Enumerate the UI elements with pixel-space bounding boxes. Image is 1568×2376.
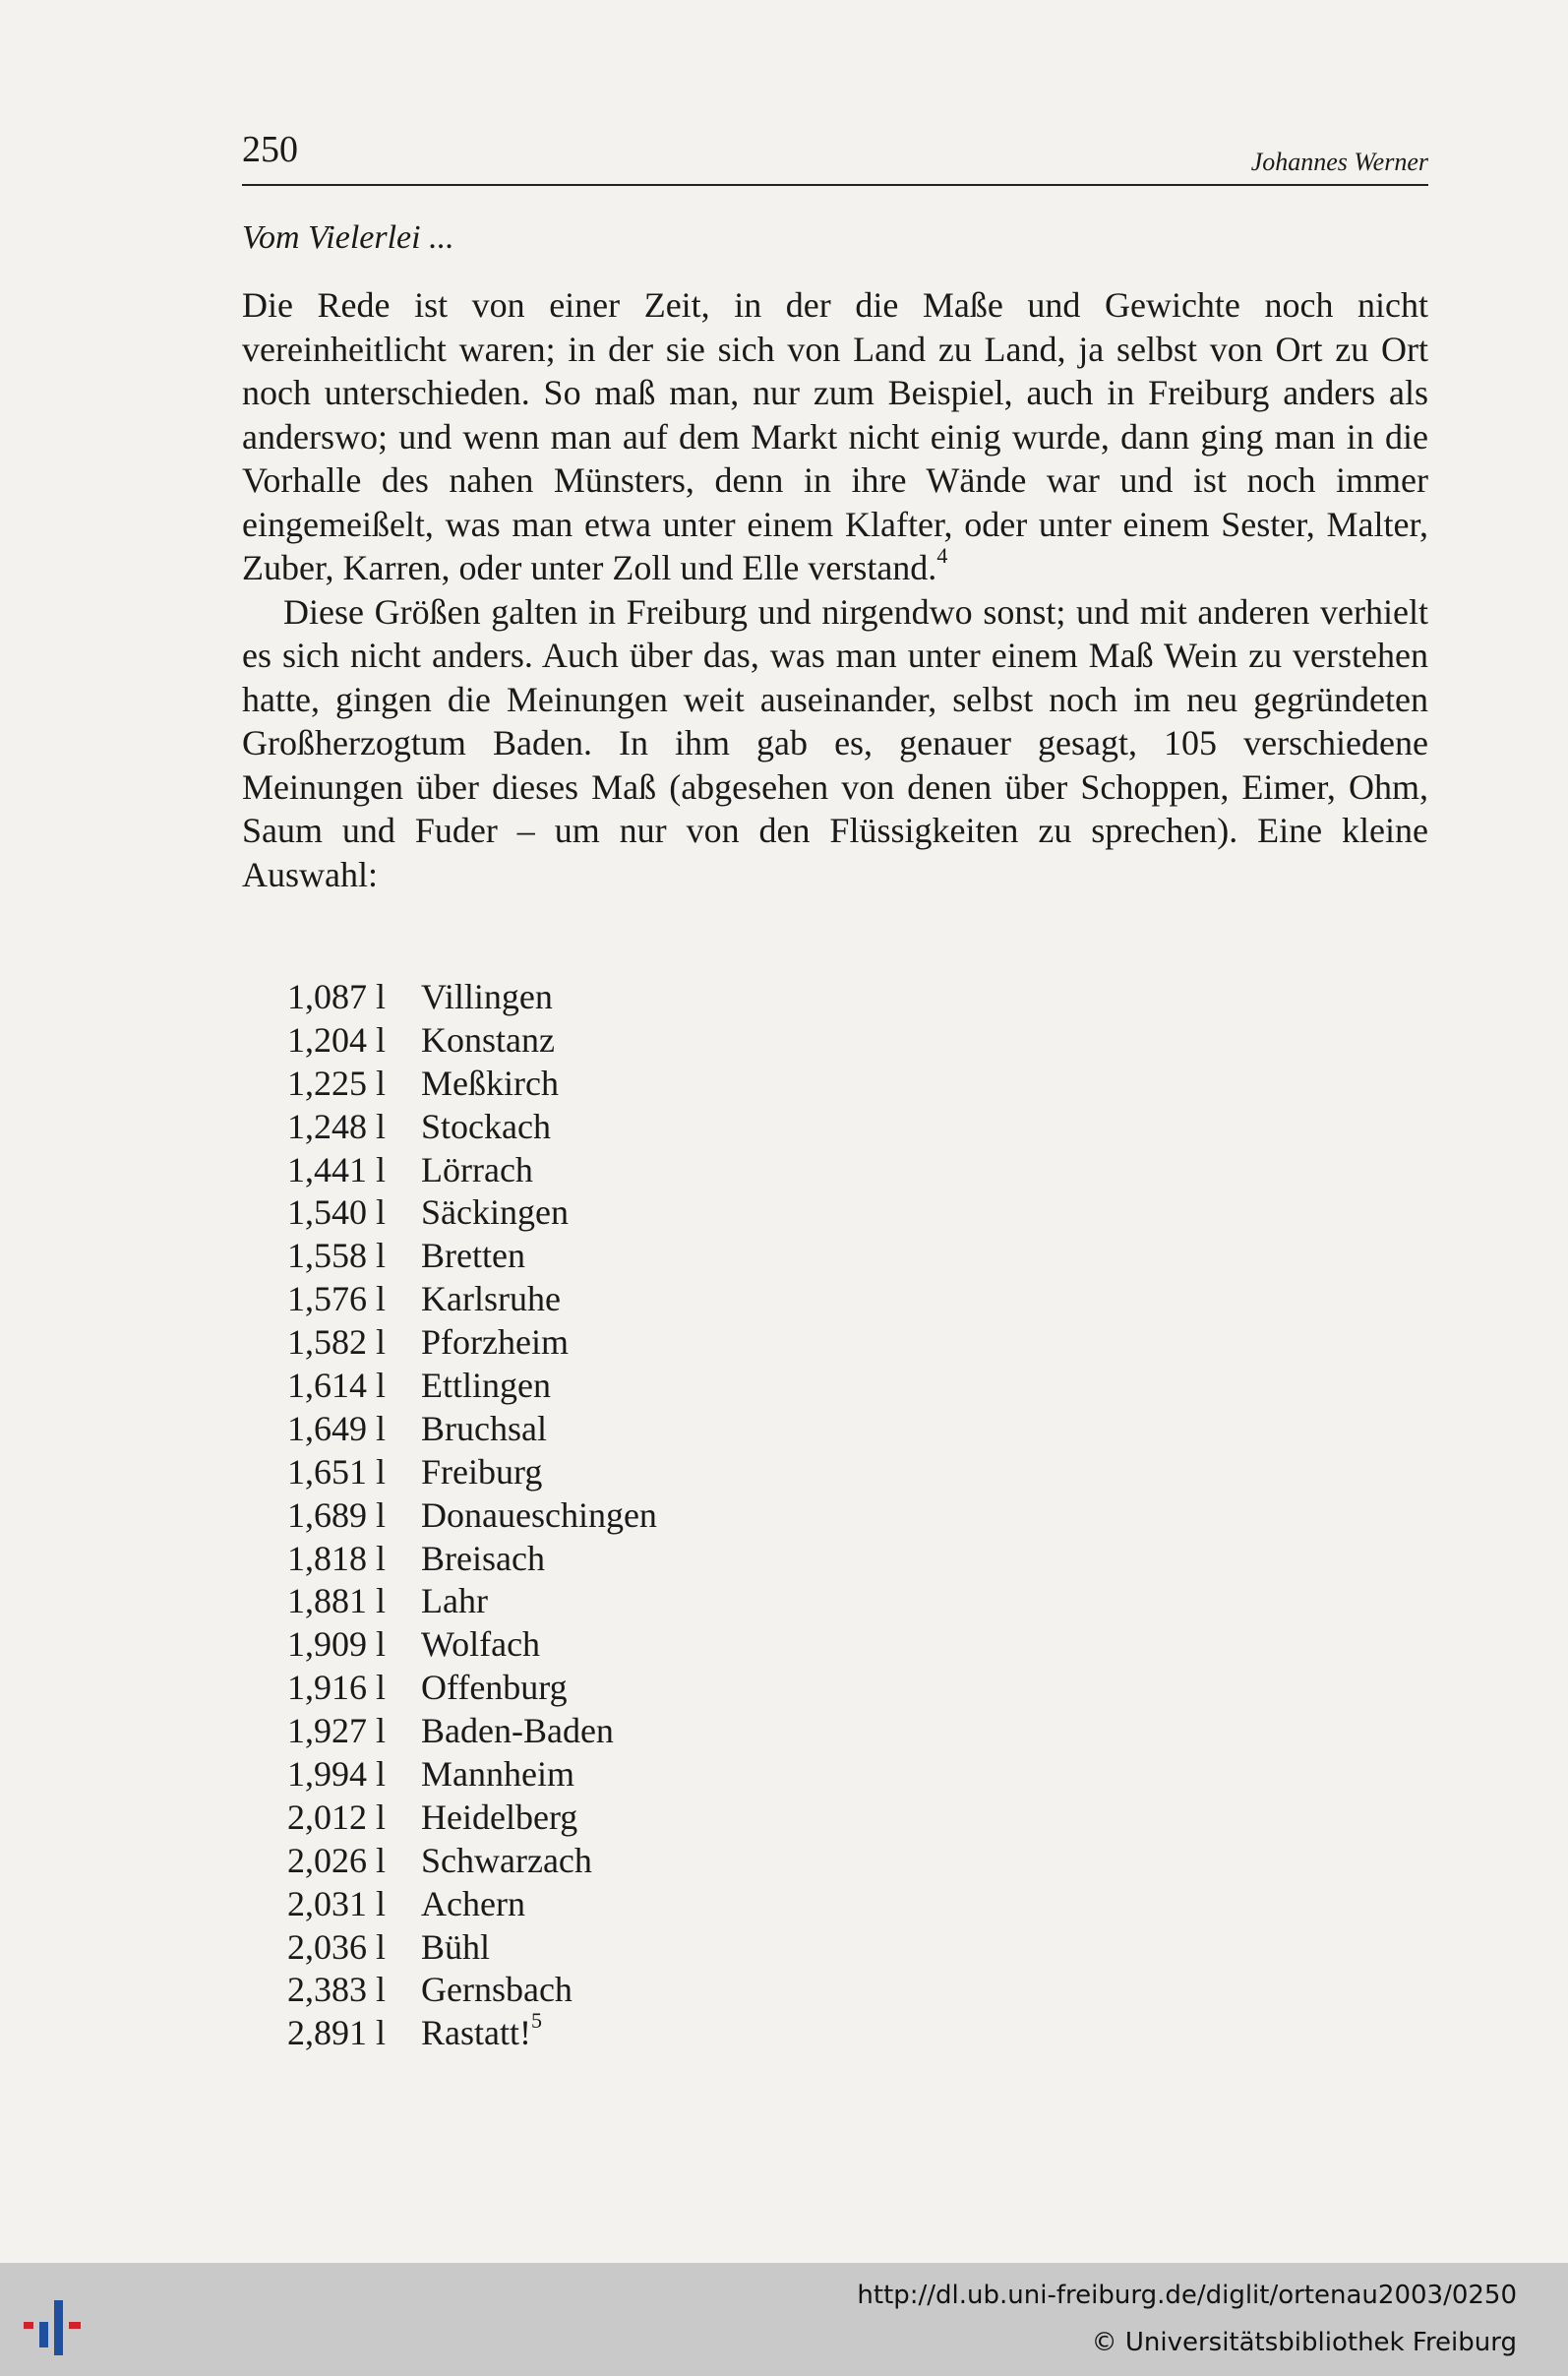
measure-place [421, 2008, 542, 2055]
measure-place-name: Säckingen [421, 1192, 569, 1233]
measure-place [421, 976, 553, 1019]
measure-place-name: Schwarzach [421, 1840, 592, 1880]
measure-volume: 2,031 l [286, 1883, 386, 1923]
measure-place-name: Rastatt! [421, 2013, 531, 2053]
paragraph-1 [242, 283, 1428, 590]
measure-place-name: Pforzheim [421, 1322, 569, 1363]
measure-volume: 1,651 l [286, 1451, 386, 1492]
measure-volume: 1,909 l [286, 1624, 386, 1665]
measure-place [421, 1149, 533, 1192]
source-url-link[interactable]: http://dl.ub.uni-freiburg.de/diglit/ortenau2003/0250 [857, 2281, 1517, 2310]
measure-row [275, 1667, 657, 1710]
wine-measure-table [275, 976, 657, 2055]
measure-place [421, 1451, 542, 1494]
measure-place-name: Breisach [421, 1538, 545, 1578]
measure-row [275, 1494, 657, 1538]
measure-volume: 2,383 l [286, 1970, 386, 2010]
measure-volume: 1,576 l [286, 1279, 386, 1319]
body-text [242, 283, 1428, 896]
measure-volume: 1,927 l [286, 1711, 386, 1751]
measure-place-name: Lörrach [421, 1149, 533, 1189]
header-rule [242, 184, 1428, 186]
measure-place [421, 1667, 568, 1710]
measure-volume: 2,026 l [286, 1840, 386, 1880]
measure-place-name: Heidelberg [421, 1797, 578, 1837]
measure-row [275, 1883, 657, 1926]
footnote-ref-5: 5 [530, 2008, 542, 2034]
page-number: 250 [242, 129, 298, 170]
measure-row [275, 1969, 657, 2012]
measure-volume: 1,994 l [286, 1754, 386, 1795]
measure-row [275, 1235, 657, 1278]
measure-volume: 1,204 l [286, 1019, 386, 1060]
paragraph-1-text: Die Rede ist von einer Zeit, in der die Maße und Gewichte noch nicht vereinheitlicht waren; in der sie sich von Land zu Land, ja selbst von Ort zu Ort noch unterschieden. So maß man, nur zum Beispiel, auch in Freiburg anders als anderswo; und wenn man auf dem Markt nicht einig wurde, dann ging man in die Vorhalle des nahen Münsters, denn in ihre Wände war und ist noch immer eingemeißelt, was man etwa unter einem Klafter, oder unter einem Sester, Malter, Zuber, Karren, oder unter Zoll und Elle verstand. [242, 285, 1428, 587]
measure-place [421, 1408, 547, 1451]
measure-volume: 1,689 l [286, 1494, 386, 1535]
measure-place [421, 1106, 551, 1149]
measure-place-name: Gernsbach [421, 1970, 573, 2010]
measure-volume: 1,441 l [286, 1149, 386, 1189]
measure-place [421, 1235, 525, 1278]
measure-place [421, 1063, 559, 1106]
ub-freiburg-logo-icon [20, 2292, 98, 2361]
measure-place [421, 1191, 569, 1235]
measure-row [275, 1278, 657, 1321]
measure-place [421, 1926, 490, 1970]
measure-row [275, 1321, 657, 1365]
measure-place-name: Bretten [421, 1236, 525, 1276]
footer-bar [0, 2263, 1568, 2376]
measure-volume: 1,558 l [286, 1236, 386, 1276]
measure-volume: 2,036 l [286, 1926, 386, 1967]
measure-row [275, 976, 657, 1019]
measure-volume: 1,087 l [286, 977, 386, 1016]
measure-row [275, 1753, 657, 1797]
measure-place-name: Freiburg [421, 1451, 543, 1492]
measure-volume: 1,540 l [286, 1192, 386, 1233]
measure-volume: 2,012 l [286, 1797, 386, 1837]
measure-row [275, 1797, 657, 1840]
measure-place [421, 1321, 569, 1365]
measure-row [275, 1580, 657, 1623]
measure-volume: 1,881 l [286, 1581, 386, 1621]
measure-place [421, 1753, 574, 1797]
measure-place [421, 1883, 525, 1926]
measure-volume: 1,582 l [286, 1322, 386, 1363]
measure-place [421, 1580, 488, 1623]
measure-place-name: Wolfach [421, 1624, 541, 1665]
measure-row [275, 1191, 657, 1235]
measure-row [275, 1840, 657, 1883]
measure-row [275, 1623, 657, 1667]
measure-volume: 1,916 l [286, 1668, 386, 1708]
measure-volume: 1,818 l [286, 1538, 386, 1578]
measure-place [421, 1278, 561, 1321]
measure-volume: 1,225 l [286, 1063, 386, 1103]
measure-place-name: Bruchsal [421, 1408, 547, 1448]
measure-place-name: Mannheim [421, 1754, 574, 1795]
measure-volume: 1,248 l [286, 1106, 386, 1146]
measure-place [421, 1840, 592, 1883]
measure-place [421, 1494, 657, 1538]
measure-row [275, 1106, 657, 1149]
measure-row [275, 2008, 657, 2055]
measure-place [421, 1623, 540, 1667]
measure-place-name: Meßkirch [421, 1063, 559, 1103]
measure-row [275, 1926, 657, 1970]
paragraph-2: Diese Größen galten in Freiburg und nirgendwo sonst; und mit anderen verhielt es sich nicht anders. Auch über das, was man unter einem Maß Wein zu verstehen hatte, gingen die Meinungen weit auseinander, selbst noch im neu gegründeten Großherzogtum Baden. In ihm gab es, genauer gesagt, 105 verschiedene Meinungen über dieses Maß (abgesehen von denen über Schoppen, Eimer, Ohm, Saum und Fuder – um nur von den Flüssigkeiten zu sprechen). Eine kleine Auswahl: [242, 591, 1428, 894]
measure-place-name: Bühl [421, 1926, 491, 1967]
measure-place-name: Stockach [421, 1106, 551, 1146]
measure-place-name: Ettlingen [421, 1366, 551, 1406]
measure-place [421, 1797, 577, 1840]
footnote-ref-4: 4 [936, 543, 948, 568]
section-title: Vom Vielerlei ... [242, 219, 454, 256]
measure-row [275, 1019, 657, 1063]
measure-place-name: Konstanz [421, 1019, 555, 1060]
measure-place-name: Baden-Baden [421, 1711, 614, 1751]
measure-volume: 2,891 l [286, 2013, 386, 2053]
measure-volume: 1,614 l [286, 1366, 386, 1406]
measure-row [275, 1149, 657, 1192]
measure-row [275, 1365, 657, 1408]
measure-row [275, 1451, 657, 1494]
measure-place [421, 1538, 545, 1581]
measure-row [275, 1063, 657, 1106]
measure-place-name: Lahr [421, 1581, 488, 1621]
measure-place-name: Achern [421, 1883, 525, 1923]
measure-place-name: Offenburg [421, 1668, 568, 1708]
measure-place-name: Karlsruhe [421, 1279, 561, 1319]
measure-row [275, 1538, 657, 1581]
measure-place [421, 1365, 551, 1408]
running-head-author: Johannes Werner [1250, 148, 1428, 176]
measure-place [421, 1710, 614, 1753]
measure-row [275, 1710, 657, 1753]
measure-place-name: Donaueschingen [421, 1494, 657, 1535]
measure-row [275, 1408, 657, 1451]
measure-place [421, 1019, 555, 1063]
measure-place [421, 1969, 573, 2012]
measure-place-name: Villingen [421, 977, 553, 1016]
copyright-notice: © Universitätsbibliothek Freiburg [1091, 2328, 1517, 2357]
measure-volume: 1,649 l [286, 1408, 386, 1448]
